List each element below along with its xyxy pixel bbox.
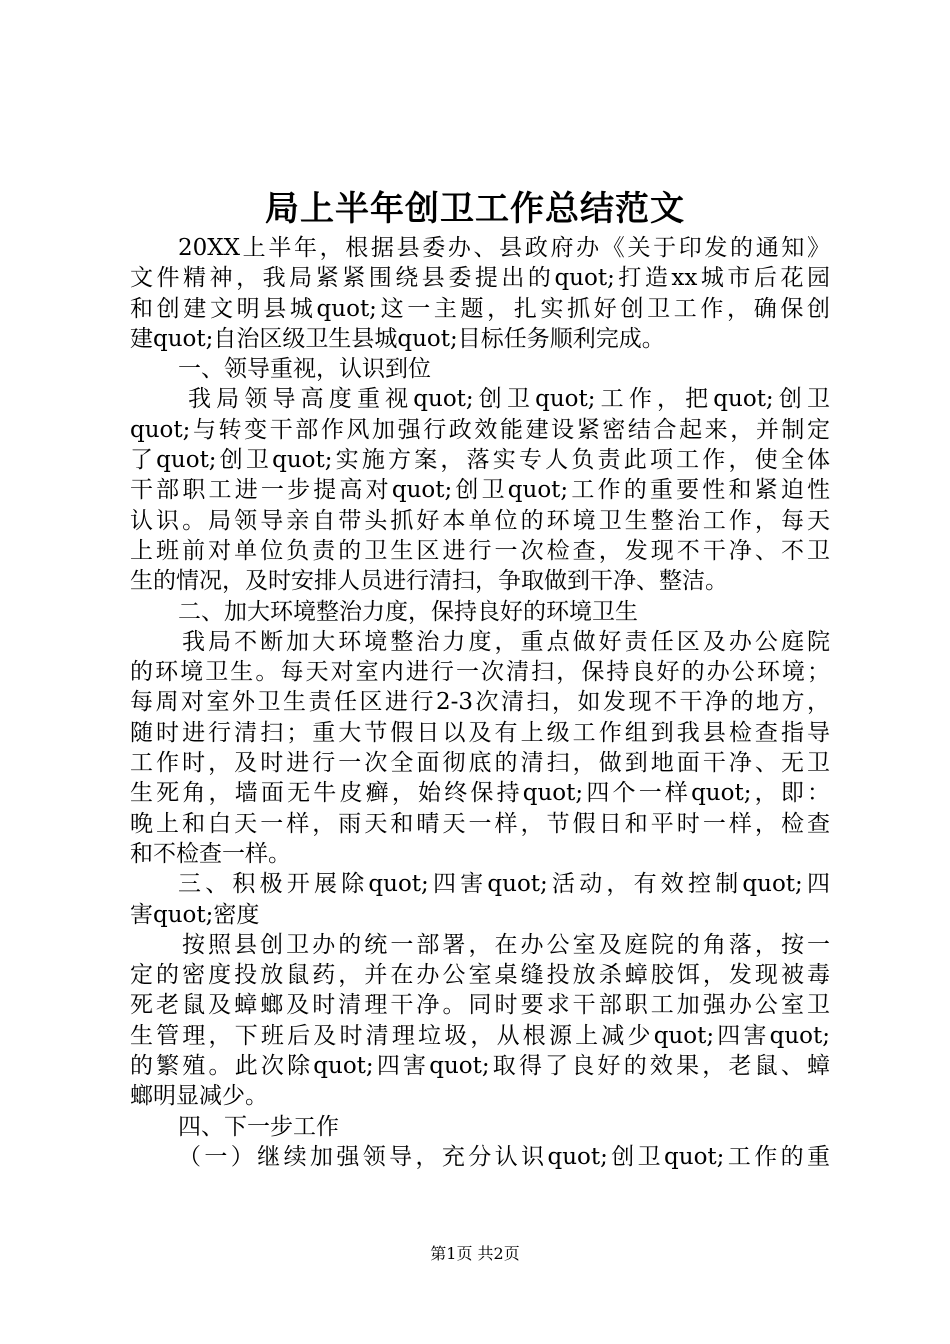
body-line: 生管理，下班后及时清理垃圾，从根源上减少quot;四害quot; xyxy=(130,1022,830,1049)
document-body xyxy=(130,233,830,1172)
body-line: 生死角，墙面无牛皮癣，始终保持quot;四个一样quot;，即： xyxy=(130,780,830,807)
body-line: 按照县创卫办的统一部署，在办公室及庭院的角落，按一 xyxy=(182,931,830,958)
body-line: 和创建文明县城quot;这一主题，扎实抓好创卫工作，确保创 xyxy=(130,295,830,322)
body-line: 每周对室外卫生责任区进行2-3次清扫，如发现不干净的地方， xyxy=(130,689,830,716)
body-line: 工作时，及时进行一次全面彻底的清扫，做到地面干净、无卫 xyxy=(130,750,830,777)
body-line: 螂明显减少。 xyxy=(130,1083,268,1110)
body-line: 建quot;自治区级卫生县城quot;目标任务顺利完成。 xyxy=(130,325,665,352)
body-line: 害quot;密度 xyxy=(130,901,260,928)
body-line: 我局领导高度重视quot;创卫quot;工作，把quot;创卫 xyxy=(188,386,830,413)
body-line: 一、领导重视，认识到位 xyxy=(178,356,431,383)
document-title: 局上半年创卫工作总结范文 xyxy=(265,189,685,229)
body-line: 生的情况，及时安排人员进行清扫，争取做到干净、整洁。 xyxy=(130,568,728,595)
body-line: 了quot;创卫quot;实施方案，落实专人负责此项工作，使全体 xyxy=(130,447,830,474)
body-line: 定的密度投放鼠药，并在办公室桌缝投放杀蟑胶饵，发现被毒 xyxy=(130,962,830,989)
body-line: 文件精神，我局紧紧围绕县委提出的quot;打造xx城市后花园 xyxy=(130,265,830,292)
body-line: 干部职工进一步提高对quot;创卫quot;工作的重要性和紧迫性 xyxy=(130,477,830,504)
body-line: 和不检查一样。 xyxy=(130,840,291,867)
body-line: 随时进行清扫；重大节假日以及有上级工作组到我县检查指导 xyxy=(130,719,830,746)
body-line: 认识。局领导亲自带头抓好本单位的环境卫生整治工作，每天 xyxy=(130,507,830,534)
body-line: 二、加大环境整治力度，保持良好的环境卫生 xyxy=(178,598,638,625)
body-line: （一）继续加强领导，充分认识quot;创卫quot;工作的重 xyxy=(178,1143,830,1170)
body-line: 上班前对单位负责的卫生区进行一次检查，发现不干净、不卫 xyxy=(130,537,830,564)
body-line: 三、积极开展除quot;四害quot;活动，有效控制quot;四 xyxy=(178,871,830,898)
body-line: 的环境卫生。每天对室内进行一次清扫，保持良好的办公环境； xyxy=(130,659,830,686)
body-line: 死老鼠及蟑螂及时清理干净。同时要求干部职工加强办公室卫 xyxy=(130,992,830,1019)
body-line: 20XX上半年，根据县委办、县政府办《关于印发的通知》 xyxy=(178,235,830,261)
body-line: quot;与转变干部作风加强行政效能建设紧密结合起来，并制定 xyxy=(130,416,830,443)
body-line: 我局不断加大环境整治力度，重点做好责任区及办公庭院 xyxy=(182,628,830,655)
body-line: 四、下一步工作 xyxy=(178,1113,339,1140)
page-footer: 第1页 共2页 xyxy=(430,1244,520,1263)
body-line: 的繁殖。此次除quot;四害quot;取得了良好的效果，老鼠、蟑 xyxy=(130,1053,830,1080)
body-line: 晚上和白天一样，雨天和晴天一样，节假日和平时一样，检查 xyxy=(130,810,830,837)
